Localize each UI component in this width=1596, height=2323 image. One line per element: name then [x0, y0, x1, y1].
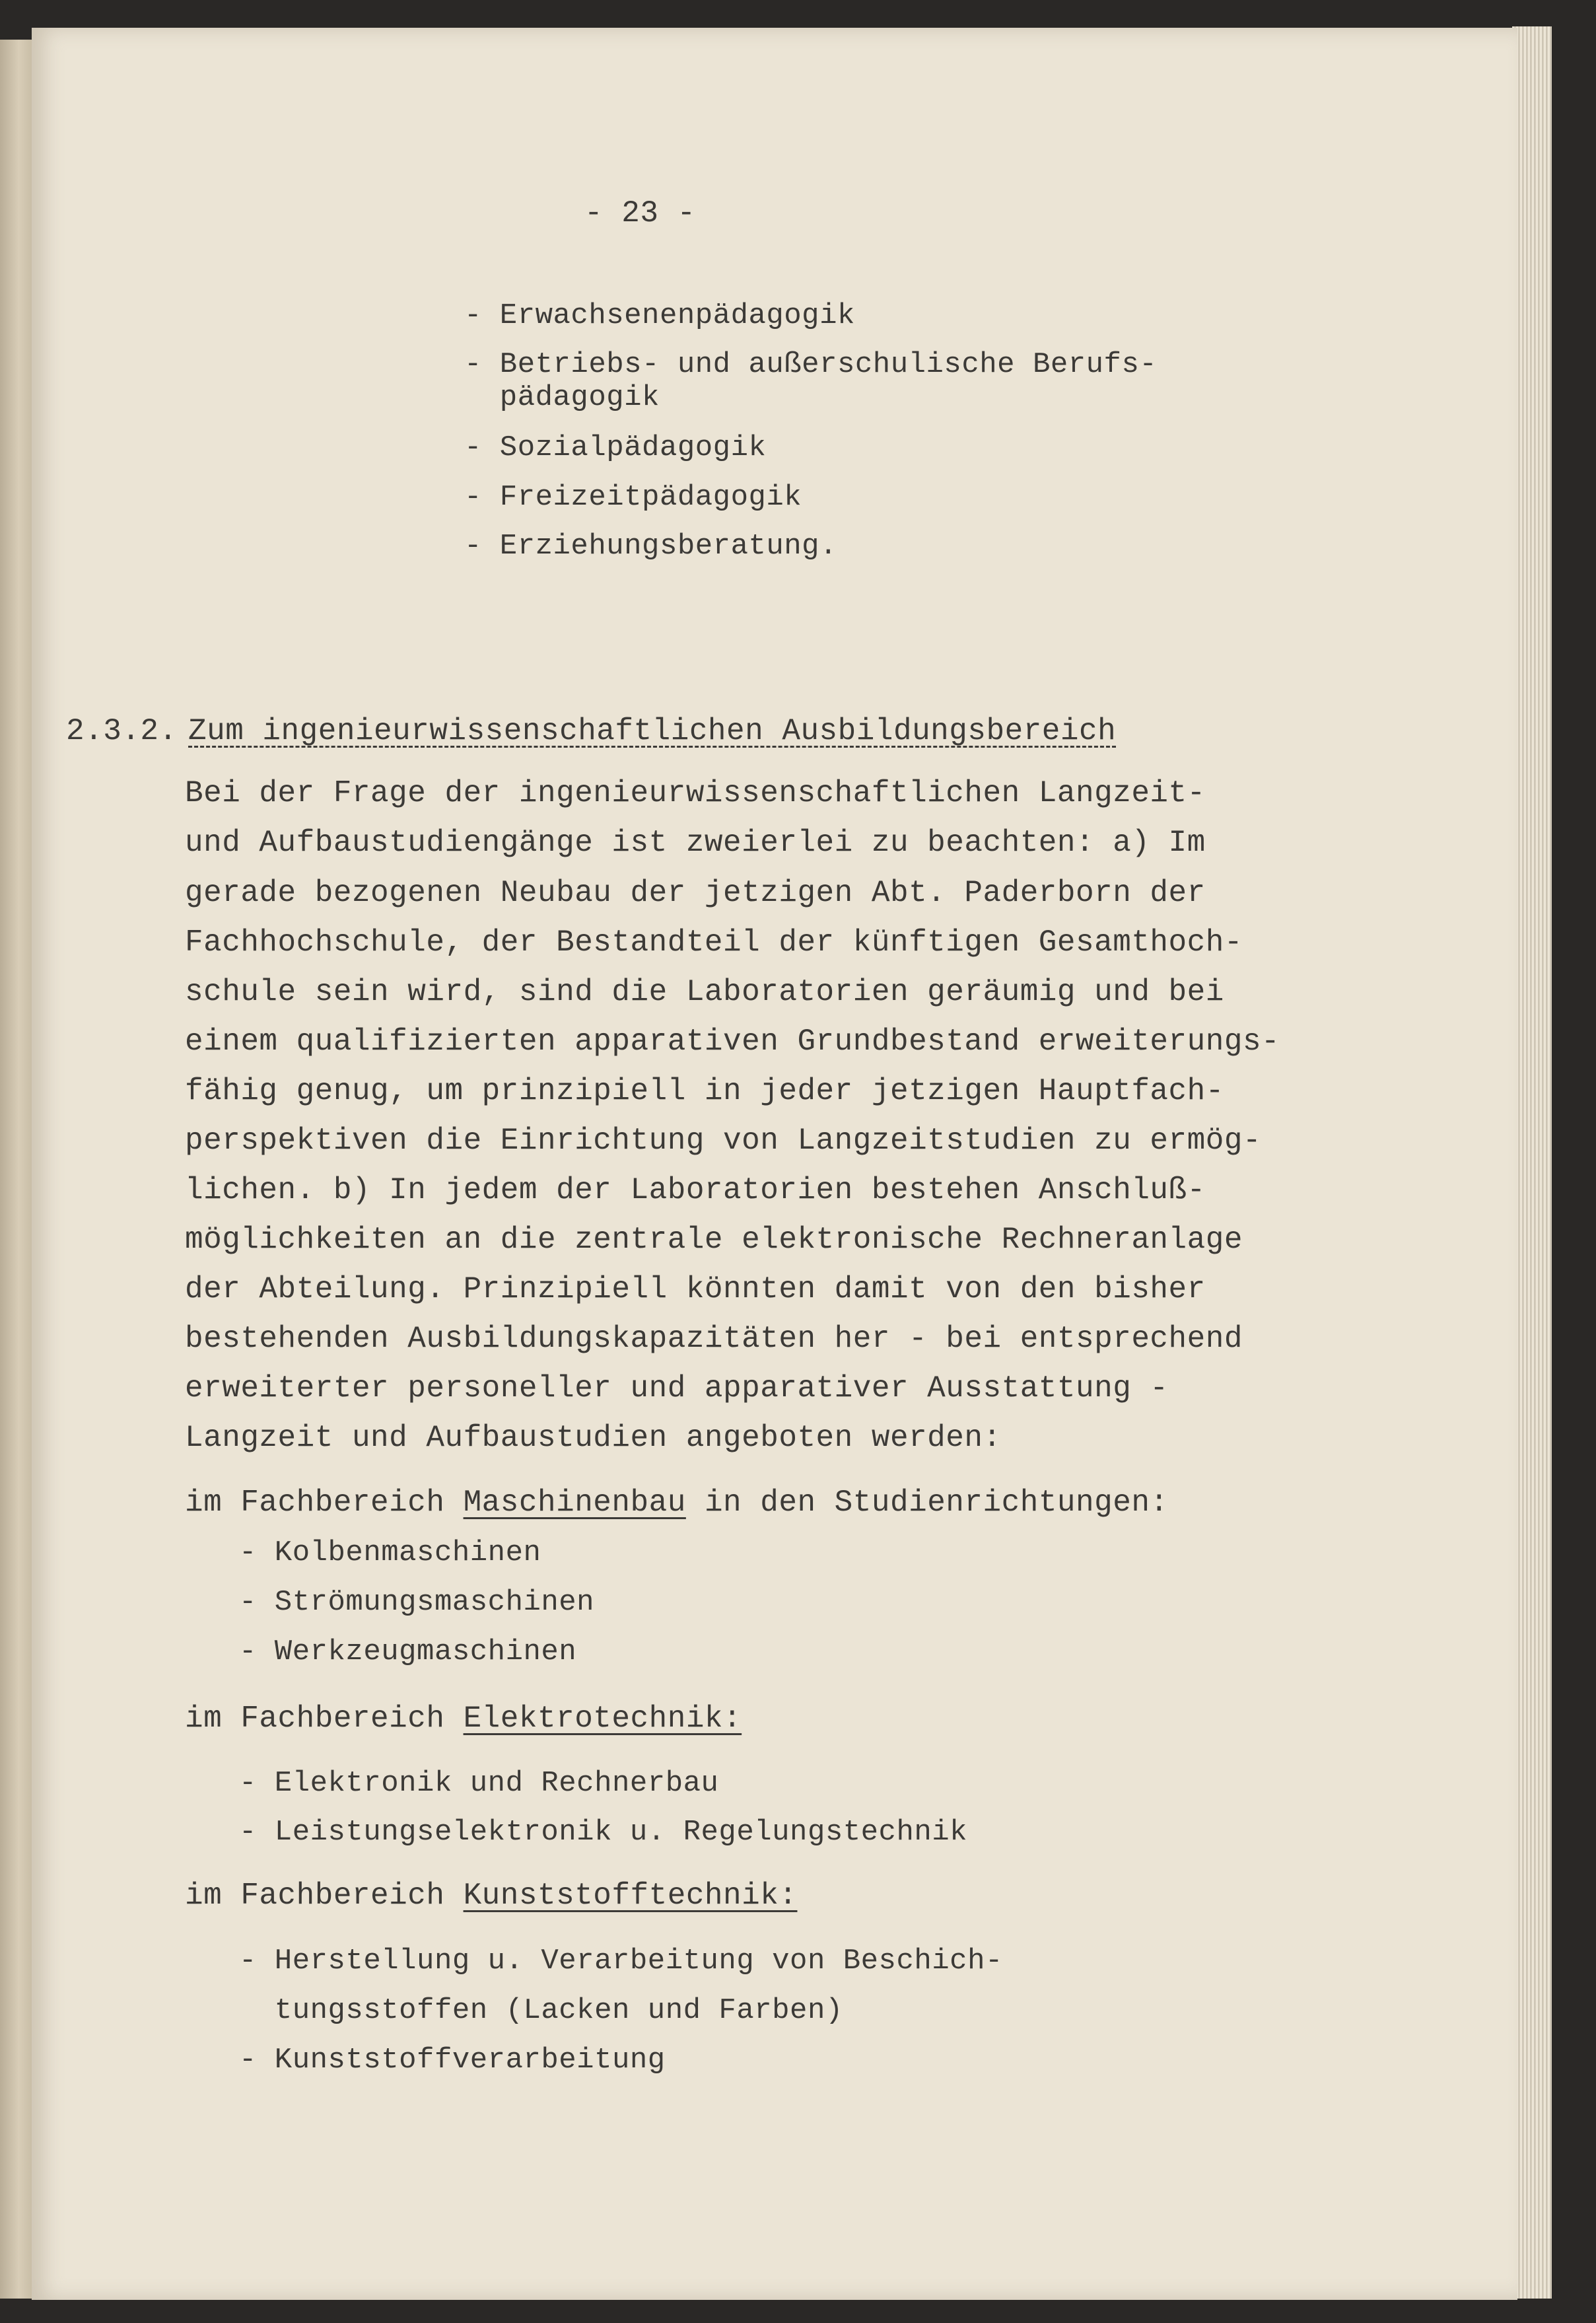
section-title: Zum ingenieurwissenschaftlichen Ausbildungsbereich [188, 714, 1117, 748]
list-item: - Erziehungsberatung. [464, 530, 837, 563]
department-name: Elektrotechnik: [463, 1701, 742, 1736]
paragraph-line: bestehenden Ausbildungskapazitäten her - bei entsprechend [185, 1322, 1243, 1356]
list-item: - Freizeitpädagogik [464, 481, 802, 514]
list-item: - Kolbenmaschinen [239, 1536, 541, 1569]
paragraph-line: gerade bezogenen Neubau der jetzigen Abt. Paderborn der [185, 876, 1206, 910]
list-item: - Sozialpädagogik [464, 431, 767, 464]
paragraph-line: Langzeit und Aufbaustudien angeboten werden: [185, 1421, 1002, 1455]
page-fore-edge [1512, 26, 1552, 2299]
paragraph-line: einem qualifizierten apparativen Grundbestand erweiterungs- [185, 1024, 1280, 1059]
section-number: 2.3.2. [66, 714, 178, 748]
paragraph-line: lichen. b) In jedem der Laboratorien bestehen Anschluß- [185, 1173, 1206, 1207]
department-line-kunststofftechnik: im Fachbereich Kunststofftechnik: [185, 1878, 798, 1913]
list-item-continuation: tungsstoffen (Lacken und Farben) [239, 1994, 843, 2027]
paragraph-line: Bei der Frage der ingenieurwissenschaftlichen Langzeit- [185, 776, 1206, 810]
department-name: Maschinenbau [463, 1485, 686, 1520]
page-number: - 23 - [584, 196, 696, 231]
left-page-edge [0, 40, 34, 2299]
list-item: - Erwachsenenpädagogik [464, 299, 855, 332]
paragraph-line: möglichkeiten an die zentrale elektronische Rechneranlage [185, 1223, 1243, 1257]
list-item: - Herstellung u. Verarbeitung von Beschich- [239, 1945, 1003, 1978]
paragraph-line: der Abteilung. Prinzipiell könnten damit von den bisher [185, 1272, 1206, 1306]
department-name: Kunststofftechnik: [463, 1878, 798, 1913]
paragraph-line: fähig genug, um prinzipiell in jeder jetzigen Hauptfach- [185, 1074, 1224, 1108]
department-line-maschinenbau: im Fachbereich Maschinenbau in den Studienrichtungen: [185, 1485, 1169, 1520]
list-item-continuation: pädagogik [464, 381, 660, 414]
paragraph-line: perspektiven die Einrichtung von Langzeitstudien zu ermög- [185, 1124, 1262, 1158]
list-item: - Kunststoffverarbeitung [239, 2044, 666, 2077]
paragraph-line: und Aufbaustudiengänge ist zweierlei zu beachten: a) Im [185, 826, 1206, 860]
list-item: - Betriebs- und außerschulische Berufs- [464, 348, 1158, 381]
list-item: - Werkzeugmaschinen [239, 1635, 577, 1668]
paragraph-line: Fachhochschule, der Bestandteil der künftigen Gesamthoch- [185, 925, 1243, 960]
list-item: - Strömungsmaschinen [239, 1586, 595, 1619]
list-item: - Elektronik und Rechnerbau [239, 1767, 719, 1800]
department-line-elektrotechnik: im Fachbereich Elektrotechnik: [185, 1701, 742, 1736]
document-page [32, 28, 1517, 2300]
list-item: - Leistungselektronik u. Regelungstechnik [239, 1816, 968, 1849]
paragraph-line: schule sein wird, sind die Laboratorien geräumig und bei [185, 975, 1224, 1009]
paragraph-line: erweiterter personeller und apparativer Ausstattung - [185, 1371, 1169, 1406]
